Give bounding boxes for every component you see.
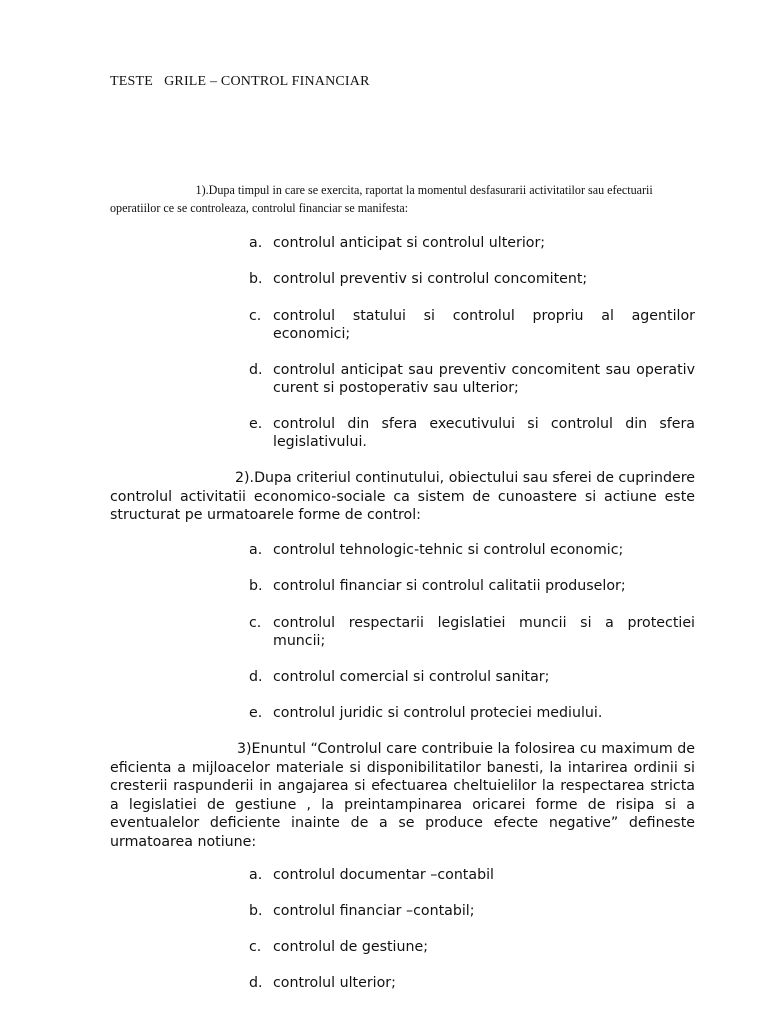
option-letter: e. bbox=[249, 705, 263, 721]
option-text: controlul statului si controlul propriu al agentilor economici; bbox=[273, 308, 695, 342]
option-text: controlul financiar si controlul calitatii produselor; bbox=[273, 578, 626, 594]
option-text: controlul anticipat si controlul ulterior; bbox=[273, 235, 546, 251]
option-letter: a. bbox=[249, 867, 263, 883]
document-title: TESTE GRILE – CONTROL FINANCIAR bbox=[110, 74, 370, 89]
question-3-option-b bbox=[249, 902, 695, 920]
option-letter: d. bbox=[249, 669, 263, 685]
question-1-option-c bbox=[249, 307, 695, 343]
question-1-option-b bbox=[249, 270, 695, 288]
question-2-body: 2).Dupa criteriul continutului, obiectului sau sferei de cuprindere controlul activitatii economico-sociale ca sistem de cunoastere si actiune este structurat pe urmatoarele forme de control: bbox=[110, 470, 695, 523]
option-letter: c. bbox=[249, 615, 262, 631]
option-letter: b. bbox=[249, 903, 263, 919]
option-letter: a. bbox=[249, 235, 263, 251]
question-2-option-c bbox=[249, 614, 695, 650]
question-1-body: 1).Dupa timpul in care se exercita, raportat la momentul desfasurarii activitatilor sau efectuarii operatiilor ce se controleaza, controlul financiar se manifesta: bbox=[110, 182, 653, 215]
question-3-option-d bbox=[249, 974, 695, 992]
option-letter: d. bbox=[249, 975, 263, 991]
question-1-option-a bbox=[249, 234, 695, 252]
option-letter: e. bbox=[249, 416, 263, 432]
option-letter: d. bbox=[249, 362, 263, 378]
question-3-body: 3)Enuntul “Controlul care contribuie la folosirea cu maximum de eficienta a mijloacelor materiale si disponibilitatilor banesti, la intarirea ordinii si cresterii raspunderii in angajarea si efectuarea cheltuielilor la respectarea stricta a legislatiei de gestiune , la preintampinarea oricarei forme de risipa si a eventualelor deficiente inainte de a se produce efecte negative” defineste urmatoarea notiune: bbox=[110, 741, 695, 850]
question-3-option-c bbox=[249, 938, 695, 956]
option-text: controlul de gestiune; bbox=[273, 939, 428, 955]
question-1-option-e bbox=[249, 415, 695, 451]
option-letter: b. bbox=[249, 271, 263, 287]
option-text: controlul documentar –contabil bbox=[273, 867, 494, 883]
question-2-option-e bbox=[249, 704, 695, 722]
question-2-option-b bbox=[249, 577, 695, 595]
option-text: controlul ulterior; bbox=[273, 975, 396, 991]
question-2-option-a bbox=[249, 541, 695, 559]
option-letter: b. bbox=[249, 578, 263, 594]
option-text: controlul respectarii legislatiei muncii si a protectiei muncii; bbox=[273, 615, 695, 649]
option-text: controlul anticipat sau preventiv concomitent sau operativ curent si postoperativ sau ulterior; bbox=[273, 362, 695, 396]
option-text: controlul preventiv si controlul concomitent; bbox=[273, 271, 588, 287]
option-letter: a. bbox=[249, 542, 263, 558]
question-1-text bbox=[110, 181, 659, 217]
option-text: controlul juridic si controlul proteciei mediului. bbox=[273, 705, 603, 721]
option-text: controlul tehnologic-tehnic si controlul economic; bbox=[273, 542, 624, 558]
question-1-option-d bbox=[249, 361, 695, 397]
option-letter: c. bbox=[249, 939, 262, 955]
option-text: controlul comercial si controlul sanitar; bbox=[273, 669, 550, 685]
question-2-text bbox=[110, 469, 695, 525]
question-2-option-d bbox=[249, 668, 695, 686]
question-3-option-a bbox=[249, 866, 695, 884]
option-letter: c. bbox=[249, 308, 262, 324]
option-text: controlul financiar –contabil; bbox=[273, 903, 475, 919]
option-text: controlul din sfera executivului si controlul din sfera legislativului. bbox=[273, 416, 695, 450]
question-3-text bbox=[110, 740, 695, 851]
